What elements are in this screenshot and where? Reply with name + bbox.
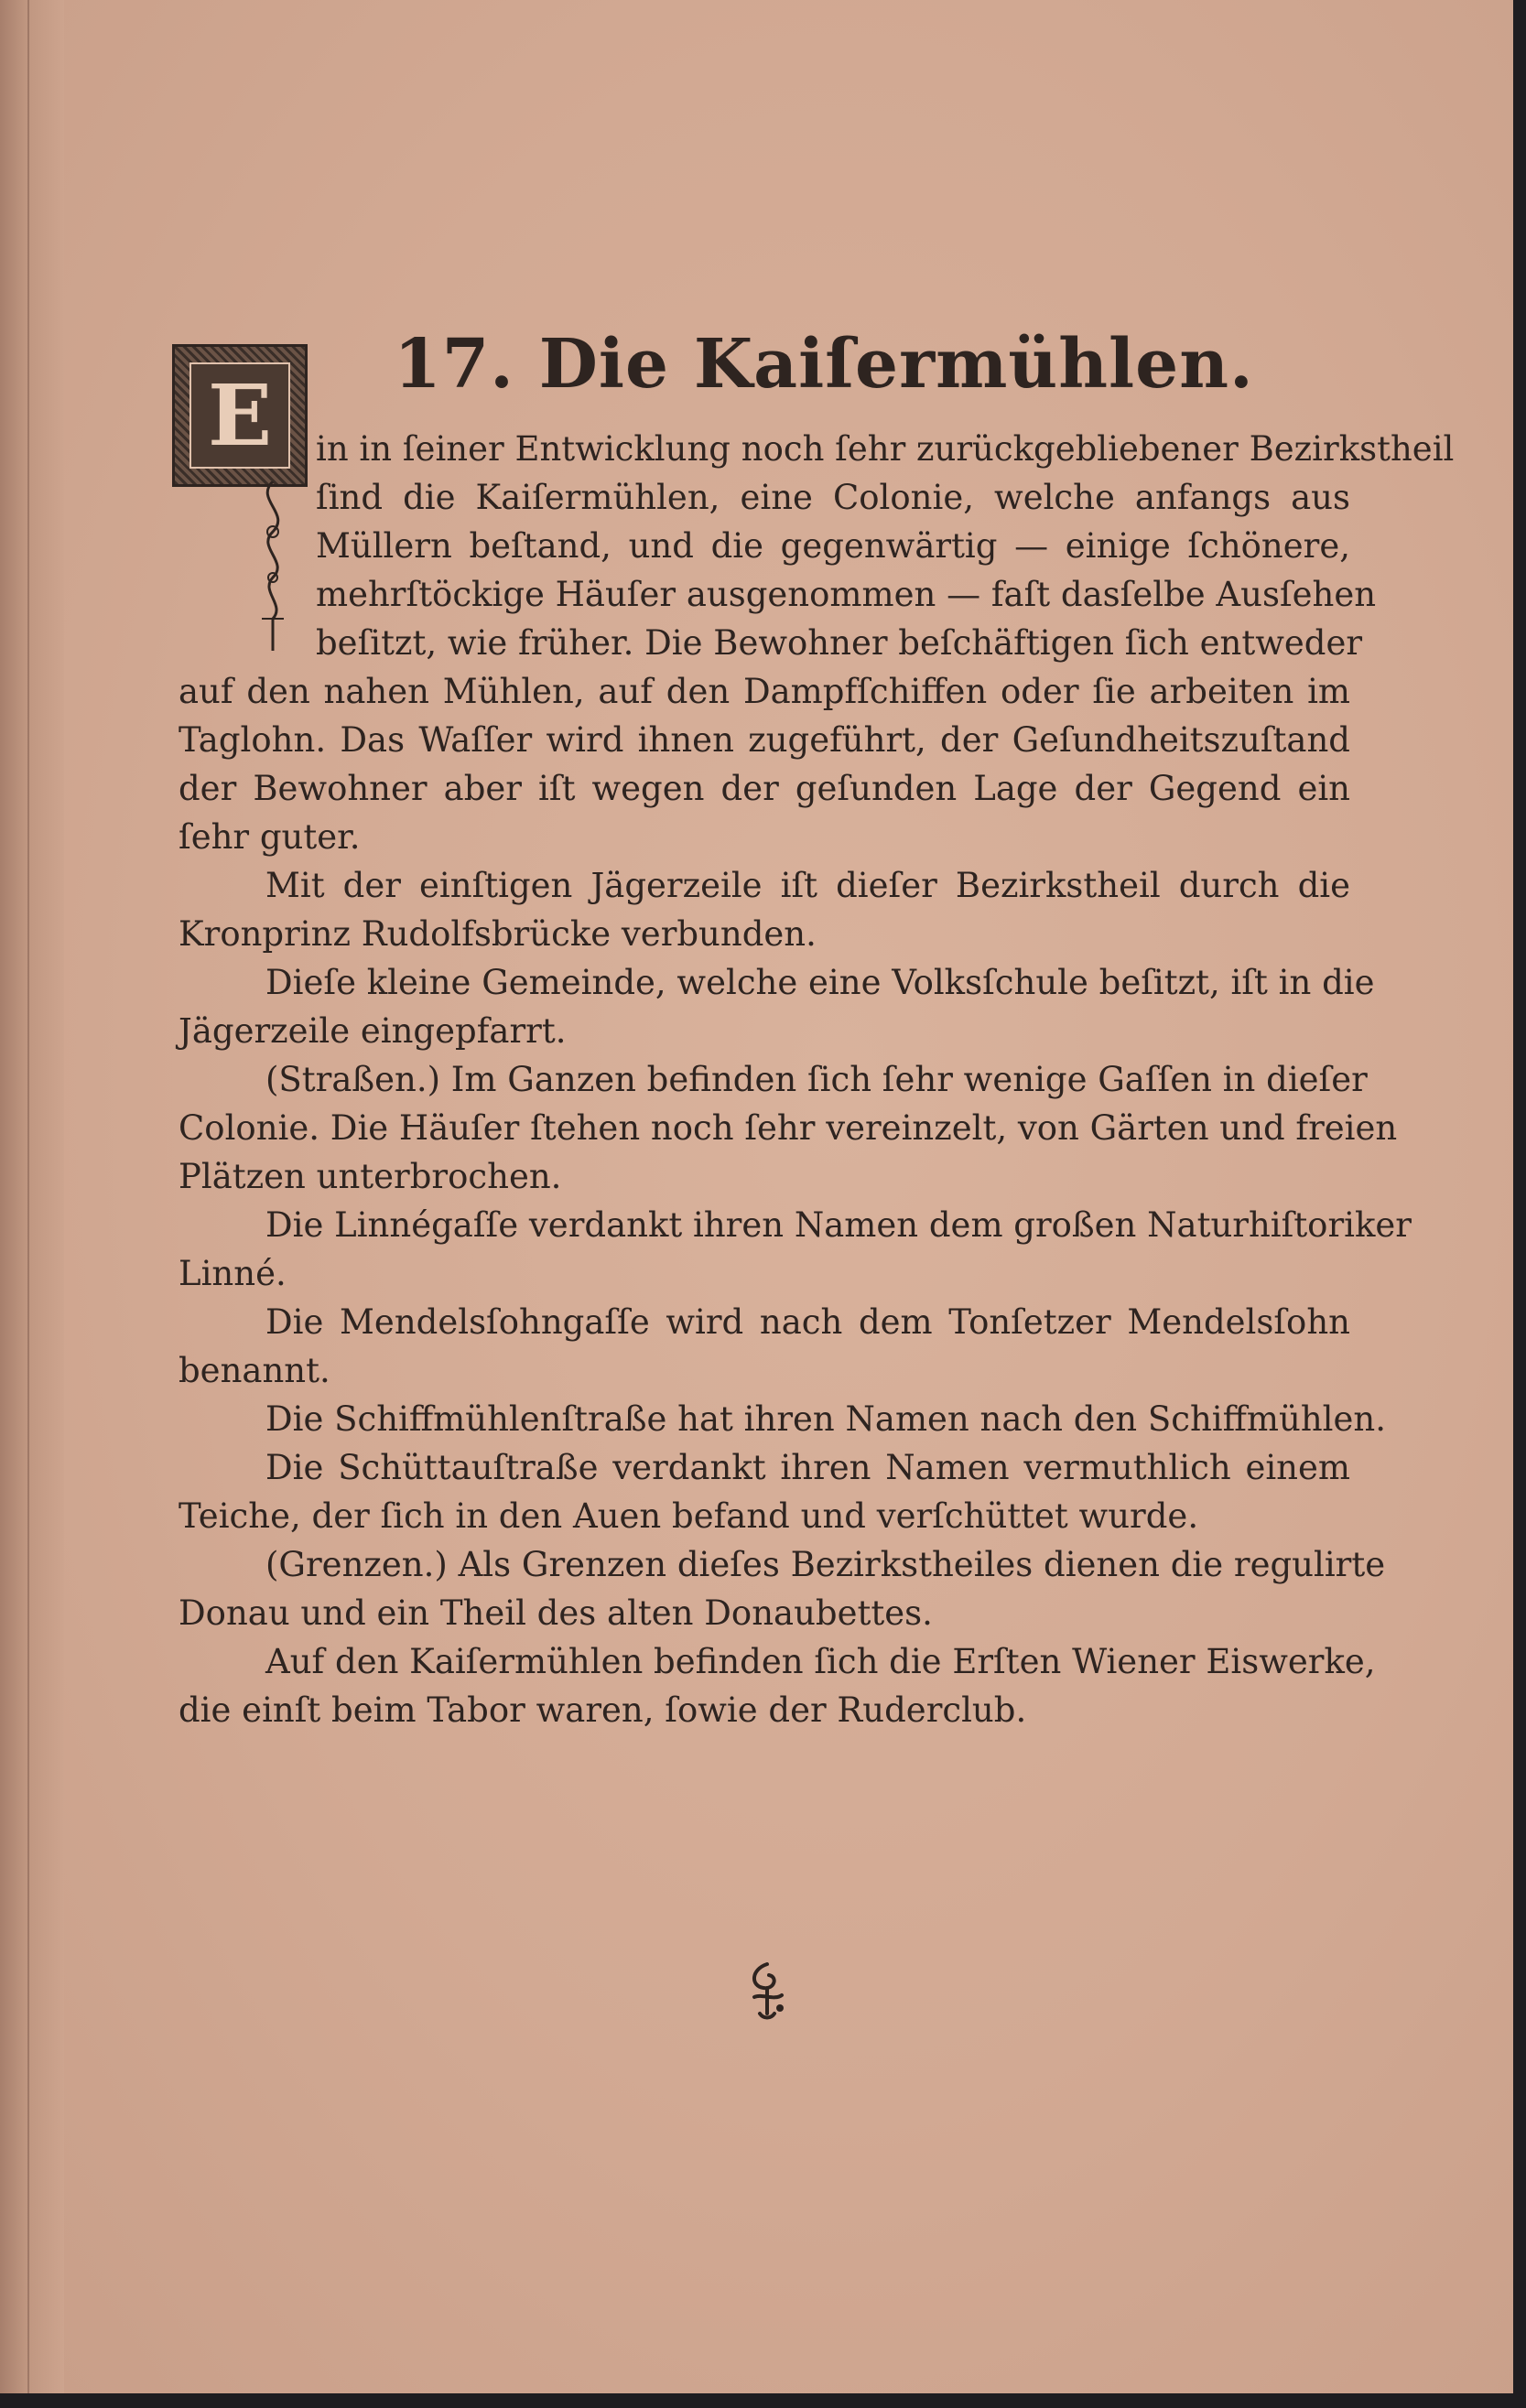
text-line-22: Die Schüttauſtraße verdankt ihren Namen vermuthlich einem bbox=[265, 1448, 1350, 1487]
text-line-3: Müllern beſtand, und die gegenwärtig — einige ſchönere, bbox=[316, 526, 1350, 566]
text-line-24: (Grenzen.) Als Grenzen dieſes Bezirkstheiles dienen die regulirte bbox=[265, 1545, 1386, 1584]
text-line-14: (Straßen.) Im Ganzen befinden ſich ſehr wenige Gaſſen in dieſer bbox=[265, 1060, 1368, 1099]
drop-cap-frame bbox=[189, 362, 290, 469]
chapter-title: 17. Die Kaiſermühlen. bbox=[394, 325, 1254, 404]
text-line-21: Die Schiffmühlenſtraße hat ihren Namen nach den Schiffmühlen. bbox=[265, 1399, 1386, 1439]
text-line-25: Donau und ein Theil des alten Donaubettes. bbox=[179, 1593, 933, 1633]
text-line-8: der Bewohner aber iſt wegen der geſunden Lage der Gegend ein bbox=[179, 769, 1350, 808]
text-line-4: mehrſtöckige Häuſer ausgenommen — faſt dasſelbe Ausſehen bbox=[316, 575, 1377, 614]
text-line-16: Plätzen unterbrochen. bbox=[179, 1157, 562, 1196]
text-line-11: Kronprinz Rudolfsbrücke verbunden. bbox=[179, 914, 817, 954]
text-line-6: auf den nahen Mühlen, auf den Dampfſchiffen oder ſie arbeiten im bbox=[179, 672, 1350, 711]
scan-edge-right bbox=[1513, 0, 1526, 2408]
text-line-26: Auf den Kaiſermühlen befinden ſich die Erſten Wiener Eiswerke, bbox=[265, 1642, 1376, 1681]
text-line-1: in in ſeiner Entwicklung noch ſehr zurückgebliebener Bezirkstheil bbox=[316, 429, 1455, 469]
text-line-18: Linné. bbox=[179, 1254, 287, 1293]
drop-cap-initial bbox=[172, 344, 308, 487]
text-line-19: Die Mendelsſohngaſſe wird nach dem Tonſetzer Mendelsſohn bbox=[265, 1302, 1350, 1342]
text-line-10: Mit der einſtigen Jägerzeile iſt dieſer Bezirkstheil durch die bbox=[265, 866, 1350, 905]
end-ornament-icon bbox=[743, 1960, 791, 2025]
text-line-7: Taglohn. Das Waſſer wird ihnen zugeführt, der Geſundheitszuſtand bbox=[179, 720, 1350, 760]
drop-cap-letter: E bbox=[207, 366, 273, 465]
gutter-fold-line bbox=[27, 0, 29, 2408]
page-gutter bbox=[0, 0, 64, 2408]
text-line-5: beſitzt, wie früher. Die Bewohner beſchäftigen ſich entweder bbox=[316, 623, 1363, 663]
text-line-20: benannt. bbox=[179, 1351, 330, 1390]
drop-cap-flourish-icon bbox=[245, 481, 300, 655]
text-line-23: Teiche, der ſich in den Auen befand und verſchüttet wurde. bbox=[179, 1496, 1199, 1536]
text-line-9: ſehr guter. bbox=[179, 817, 361, 857]
text-line-15: Colonie. Die Häuſer ſtehen noch ſehr vereinzelt, von Gärten und freien bbox=[179, 1108, 1398, 1148]
text-line-27: die einſt beim Tabor waren, ſowie der Ruderclub. bbox=[179, 1690, 1027, 1730]
scan-edge-bottom bbox=[0, 2393, 1526, 2408]
text-line-2: ſind die Kaiſermühlen, eine Colonie, welche anfangs aus bbox=[316, 478, 1350, 517]
text-line-13: Jägerzeile eingepfarrt. bbox=[179, 1011, 567, 1051]
text-line-12: Dieſe kleine Gemeinde, welche eine Volksſchule beſitzt, iſt in die bbox=[265, 963, 1375, 1002]
text-line-17: Die Linnégaſſe verdankt ihren Namen dem großen Naturhiſtoriker bbox=[265, 1205, 1412, 1245]
